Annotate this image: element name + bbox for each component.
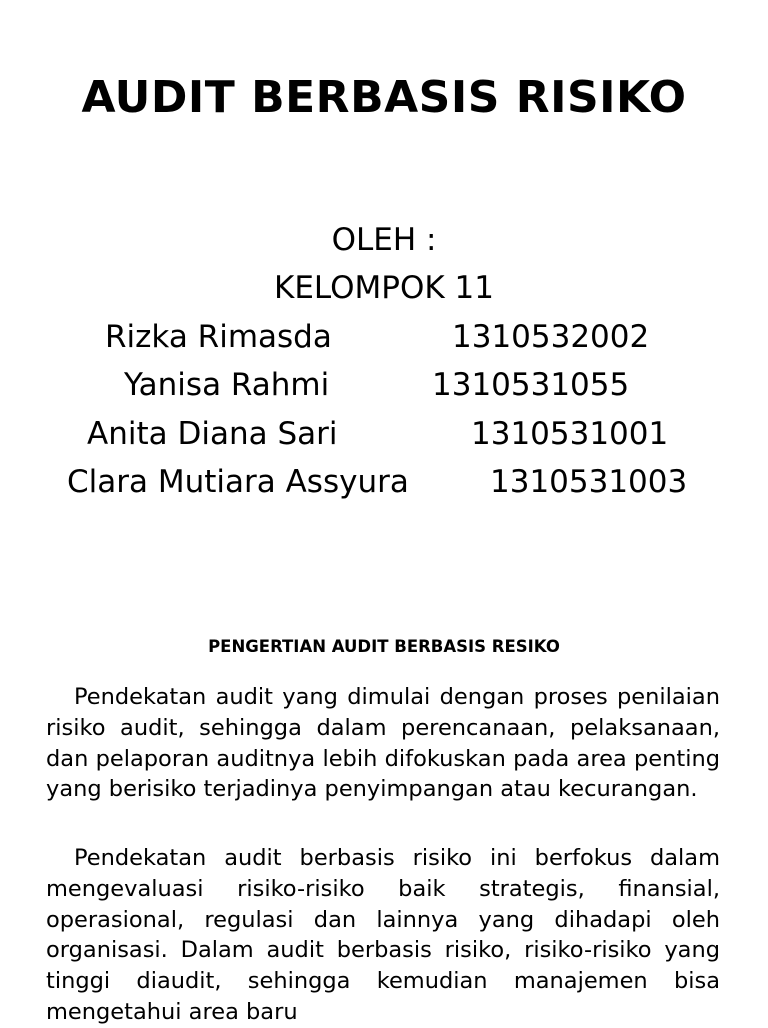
body-paragraph: Pendekatan audit berbasis risiko ini berfokus dalam mengevaluasi risiko-risiko baik strategis, finansial, operasional, regulasi dan lainnya yang dihadapi oleh organisasi. Dalam audit berbasis risiko, risiko-risiko yang tinggi diaudit, sehingga kemudian manajemen bisa mengetahui area baru (46, 845, 720, 1025)
member-name: Clara Mutiara Assyura (67, 464, 409, 500)
member-nim: 1310531001 (471, 416, 669, 452)
member-name: Anita Diana Sari (87, 416, 338, 452)
member-name: Yanisa Rahmi (124, 367, 330, 403)
member-nim: 1310531003 (490, 464, 688, 500)
body-paragraph: Pendekatan audit yang dimulai dengan proses penilaian risiko audit, sehingga dalam perencanaan, pelaksanaan, dan pelaporan auditnya lebih difokuskan pada area penting yang berisiko terjadinya penyimpangan atau kecurangan. (46, 684, 720, 803)
byline-oleh: OLEH : (331, 222, 437, 258)
document-title: AUDIT BERBASIS RISIKO (81, 72, 687, 123)
group-name: KELOMPOK 11 (274, 270, 494, 306)
member-nim: 1310531055 (432, 367, 630, 403)
section-heading: PENGERTIAN AUDIT BERBASIS RESIKO (208, 637, 560, 656)
member-name: Rizka Rimasda (105, 319, 332, 355)
member-nim: 1310532002 (452, 319, 650, 355)
